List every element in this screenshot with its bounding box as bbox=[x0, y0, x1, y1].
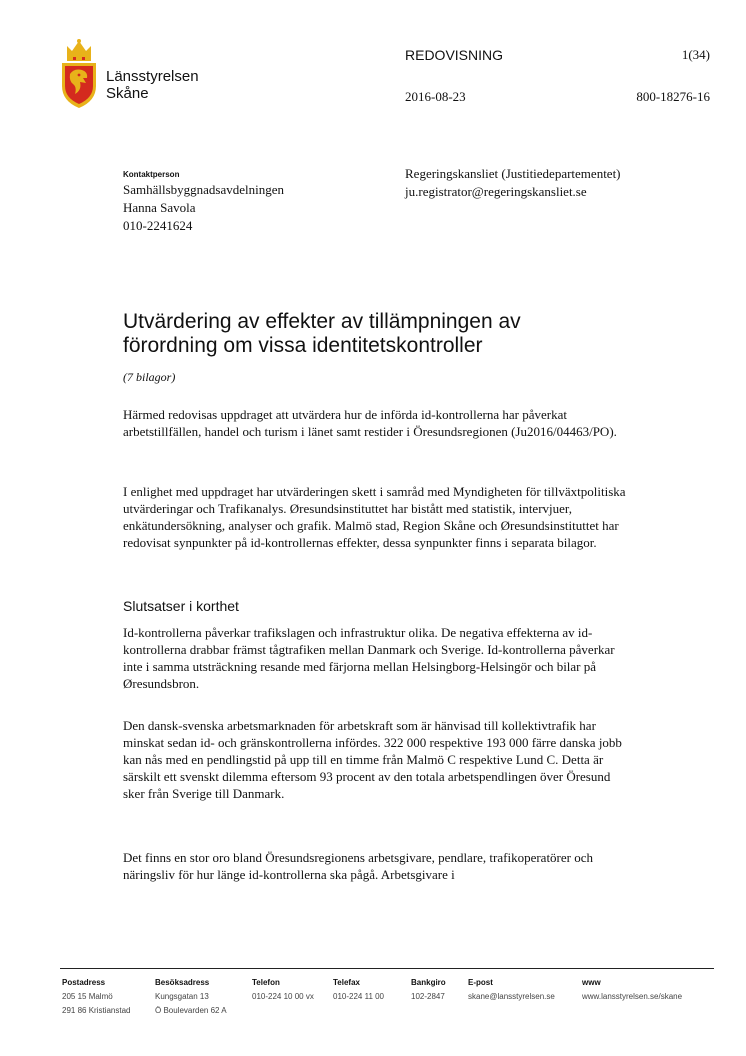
document-date: 2016-08-23 bbox=[405, 89, 466, 104]
footer-label: www bbox=[582, 978, 601, 987]
contact-phone: 010-2241624 bbox=[123, 218, 193, 233]
footer-label: E-post bbox=[468, 978, 493, 987]
recipient-org: Regeringskansliet (Justitiedepartementet) bbox=[405, 166, 621, 181]
attachments-note: (7 bilagor) bbox=[123, 370, 176, 384]
coat-of-arms-logo bbox=[58, 38, 100, 110]
org-name-line2: Skåne bbox=[106, 85, 149, 102]
contact-name: Hanna Savola bbox=[123, 200, 196, 215]
recipient-block bbox=[405, 165, 621, 201]
footer-value: 010-224 11 00 bbox=[333, 992, 385, 1001]
org-name-line1: Länsstyrelsen bbox=[106, 68, 199, 85]
contact-department: Samhällsbyggnadsavdelningen bbox=[123, 182, 285, 197]
contact-label: Kontaktperson bbox=[123, 170, 180, 179]
document-type: REDOVISNING bbox=[405, 47, 504, 63]
footer-email-link[interactable]: skane@lansstyrelsen.se bbox=[468, 992, 555, 1001]
paragraph-1: Härmed redovisas uppdraget att utvärdera hur de införda id-kontrollerna har påverkat arbetstillfällen, handel och turism i länet samt restider i Öresundsregionen (Ju2016/04463/PO). bbox=[123, 407, 617, 439]
recipient-email: ju.registrator@regeringskansliet.se bbox=[405, 184, 587, 199]
footer-divider bbox=[60, 968, 714, 969]
footer-value: Ö Boulevarden 62 A bbox=[155, 1006, 227, 1015]
paragraph-5: Det finns en stor oro bland Öresundsregionens arbetsgivare, pendlare, trafikoperatörer och näringsliv för hur länge id-kontrollerna ska pågå. Arbetsgivare i bbox=[123, 850, 593, 882]
footer-telefon bbox=[252, 976, 314, 1004]
footer-value: Kungsgatan 13 bbox=[155, 992, 209, 1001]
footer-label: Besöksadress bbox=[155, 978, 210, 987]
paragraph-2: I enlighet med uppdraget har utvärderingen skett i samråd med Myndigheten för tillväxtpolitiska utvärderingar och Trafikanalys. Øresundsinstituttet har bistått med statistik, intervjuer, enkätundersökning, analyser och grafik. Malmö stad, Region Skåne och Øresundsinstituttet har redovisat synpunkter på id-kontrollernas effekter, dessa synpunkter finns i separata bilagor. bbox=[123, 484, 626, 550]
footer-value: 291 86 Kristianstad bbox=[62, 1006, 131, 1015]
footer-label: Telefax bbox=[333, 978, 360, 987]
footer-label: Bankgiro bbox=[411, 978, 446, 987]
organization-name bbox=[106, 68, 199, 102]
paragraph-4: Den dansk-svenska arbetsmarknaden för arbetskraft som är hänvisad till kollektivtrafik har minskat sedan id- och gränskontrollerna infördes. 322 000 respektive 193 000 färre danska jobb kan nås med en pendlingstid på upp till en timme från Malmö C respektive Lund C. Detta är särskilt ett svenskt dilemma eftersom 93 procent av den totala arbetspendlingen över Öresund sker från Sverige till Danmark. bbox=[123, 718, 622, 801]
section-heading: Slutsatser i korthet bbox=[123, 598, 239, 614]
paragraph-3: Id-kontrollerna påverkar trafikslagen och infrastruktur olika. De negativa effekterna av id-kontrollerna drabbar främst tågtrafiken mellan Danmark och Sverige. Id-kontrollerna påverkar inte i samma utsträckning resande med färjorna mellan Helsingborg-Helsingör och bilar på Øresundsbron. bbox=[123, 625, 615, 691]
document-reference: 800-18276-16 bbox=[636, 89, 710, 104]
footer-bankgiro bbox=[411, 976, 446, 1004]
footer-postadress bbox=[62, 976, 131, 1018]
footer-besoksadress bbox=[155, 976, 227, 1018]
footer-website-link[interactable]: www.lansstyrelsen.se/skane bbox=[582, 992, 683, 1001]
footer-value: 205 15 Malmö bbox=[62, 992, 113, 1001]
document-title: Utvärdering av effekter av tillämpningen av förordning om vissa identitetskontroller bbox=[123, 310, 521, 357]
footer-label: Postadress bbox=[62, 978, 106, 987]
contact-block bbox=[123, 170, 284, 235]
page-number: 1(34) bbox=[681, 47, 710, 62]
footer-value: 010-224 10 00 vx bbox=[252, 992, 314, 1001]
footer-epost bbox=[468, 976, 555, 1004]
footer-www bbox=[582, 976, 682, 1004]
footer-telefax bbox=[333, 976, 384, 1004]
footer-value: 102-2847 bbox=[411, 992, 445, 1001]
footer-label: Telefon bbox=[252, 978, 280, 987]
